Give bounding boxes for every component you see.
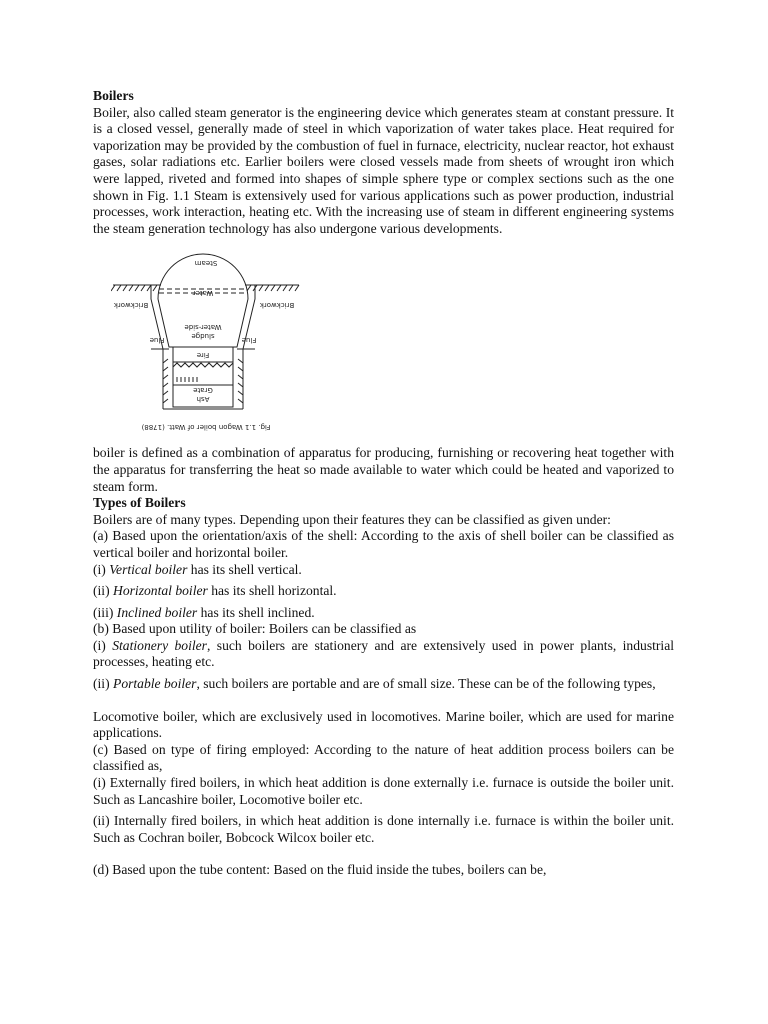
definition-paragraph: boiler is defined as a combination of apparatus for producing, furnishing or recovering heat together with the apparatus for transferring the heat so made available to water which could be heated and vaporized to steam form. <box>93 445 674 494</box>
item-a: (a) Based upon the orientation/axis of the shell: According to the axis of shell boiler can be classified as vertical boiler and horizontal boiler. <box>93 528 674 560</box>
heading-types-of-boilers: Types of Boilers <box>93 495 186 511</box>
label-steam: Steam <box>194 259 218 268</box>
item-b-stationery: (i) Stationery boiler, such boilers are stationery and are extensively used in power plants, industrial processes, heating etc. <box>93 637 675 670</box>
item-c: (c) Based on type of firing employed: According to the nature of heat addition process boilers can be classified as, <box>93 741 674 774</box>
label-fire: Fire <box>196 351 210 360</box>
term-stationery-boiler: Stationery boiler <box>112 637 207 653</box>
heading-boilers: Boilers <box>93 88 134 103</box>
term-portable-boiler: Portable boiler <box>113 676 197 692</box>
term-vertical-boiler: Vertical boiler <box>109 561 188 577</box>
types-intro: Boilers are of many types. Depending upon their features they can be classified as given under: <box>93 511 611 527</box>
figure-caption: Fig. 1.1 Wagon boiler of Watt. (1788) <box>141 423 271 432</box>
intro-paragraph: Boiler, also called steam generator is the engineering device which generates steam at constant pressure. It is a closed vessel, generally made of steel in which vaporization of water takes place. Heat required for vaporization may be provided by the combustion of fuel in furnace, electricity, nuclear reactor, hot exhaust gases, solar radiations etc. Earlier boilers were closed vessels made from sheets of wrought iron which were lapped, riveted and formed into shapes of simple sphere type or complex sections such as the one shown in Fig. 1.1 Steam is extensively used for various applications such as power production, industrial processes, work interaction, heating etc. With the increasing use of steam in different engineering systems the steam generation technology has also undergone various developments. <box>93 104 674 236</box>
item-c-internal: (ii) Internally fired boilers, in which heat addition is done internally i.e. furnace is within the boiler unit. Such as Cochran boiler, Bobcock Wilcox boiler etc. <box>93 813 674 845</box>
term-horizontal-boiler: Horizontal boiler <box>113 583 208 599</box>
label-ash: Ash <box>196 395 210 404</box>
boiler-diagram <box>111 237 311 443</box>
label-flue-left: Flue <box>149 336 165 345</box>
item-a-horizontal: (ii) Horizontal boiler has its shell horizontal. <box>93 583 337 599</box>
item-d: (d) Based upon the tube content: Based on the fluid inside the tubes, boilers can be, <box>93 862 547 878</box>
wagon-boiler-figure <box>111 237 311 443</box>
item-c-external: (i) Externally fired boilers, in which heat addition is done externally i.e. furnace is outside the boiler unit. Such as Lancashire boiler, Locomotive boiler etc. <box>93 775 674 807</box>
document-page <box>93 88 674 879</box>
label-grate: Grate <box>193 386 213 395</box>
label-flue-right: Flue <box>241 336 257 345</box>
item-a-inclined: (iii) Inclined boiler has its shell inclined. <box>93 604 315 620</box>
label-brickwork-right: Brickwork <box>259 301 295 310</box>
label-water: Water <box>192 289 214 298</box>
locomotive-paragraph: Locomotive boiler, which are exclusively used in locomotives. Marine boiler, which are used for marine applications. <box>93 708 674 741</box>
label-sludge: sludge <box>191 332 215 341</box>
label-water-side: Water-side <box>184 323 222 332</box>
term-inclined-boiler: Inclined boiler <box>116 604 198 620</box>
item-b-portable: (ii) Portable boiler, such boilers are portable and are of small size. These can be of the following types, <box>93 676 656 692</box>
label-brickwork-left: Brickwork <box>113 301 149 310</box>
item-b: (b) Based upon utility of boiler: Boilers can be classified as <box>93 621 417 637</box>
item-a-vertical: (i) Vertical boiler has its shell vertical. <box>93 561 302 577</box>
